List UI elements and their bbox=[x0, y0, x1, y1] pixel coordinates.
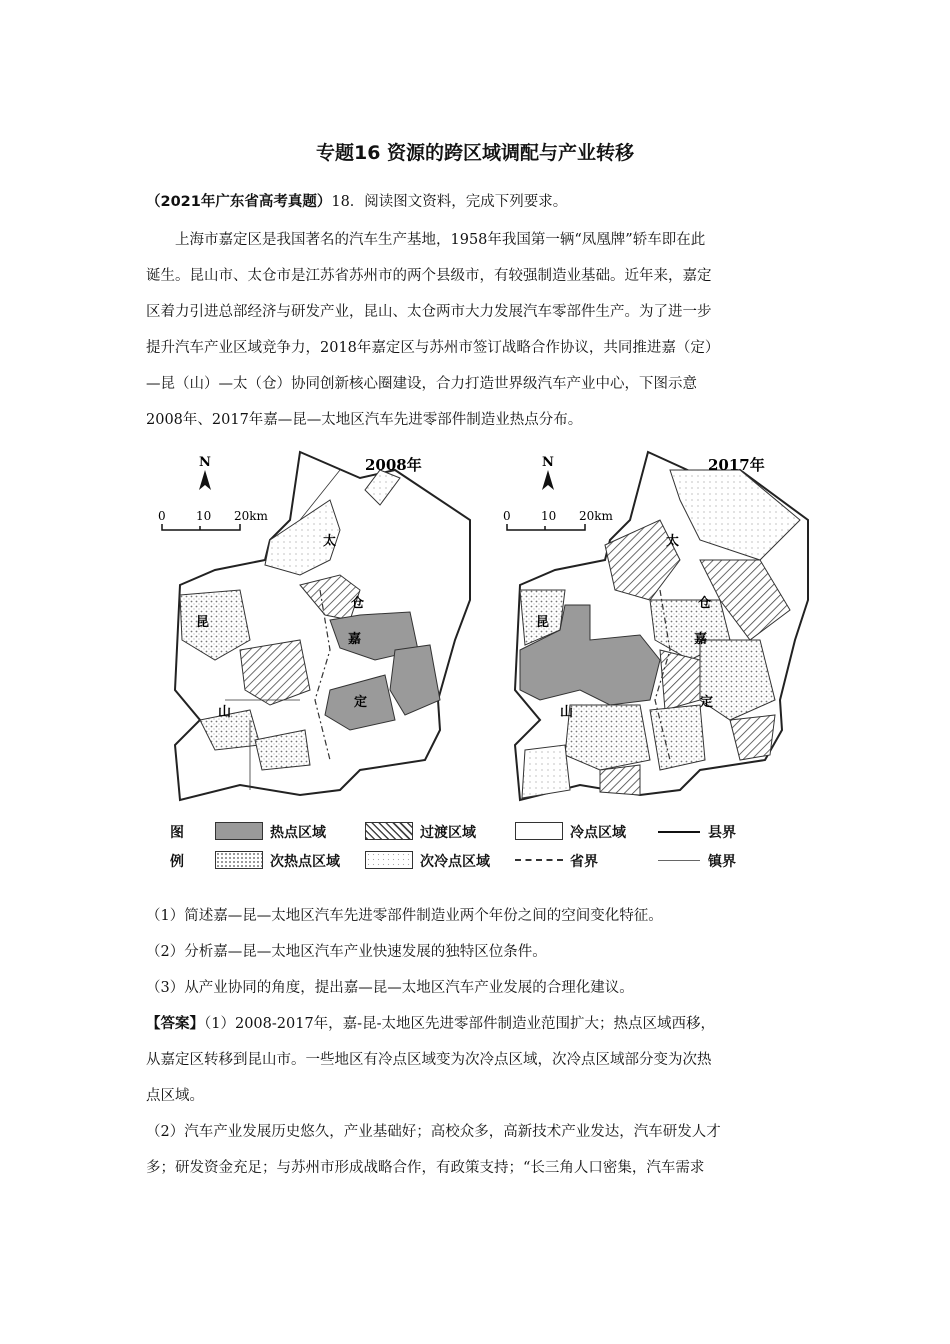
swatch-town-line bbox=[658, 860, 700, 861]
intro-line: 提升汽车产业区域竞争力，2018年嘉定区与苏州市签订战略合作协议，共同推进嘉（定） bbox=[146, 340, 720, 356]
answer-line: 从嘉定区转移到昆山市。一些地区有冷点区域变为次冷点区域，次冷点区域部分变为次热 bbox=[146, 1052, 712, 1068]
svg-text:0: 0 bbox=[158, 509, 166, 523]
map-year: 2008年 bbox=[365, 456, 422, 474]
intro-line: 上海市嘉定区是我国著名的汽车生产基地，1958年我国第一辆“凤凰牌”轿车即在此 bbox=[175, 232, 706, 248]
legend-county-line: 县界 bbox=[708, 825, 736, 841]
intro-line: 诞生。昆山市、太仓市是江苏省苏州市的两个县级市，有较强制造业基础。近年来，嘉定 bbox=[146, 268, 712, 284]
answer-line: （2）汽车产业发展历史悠久，产业基础好；高校众多，高新技术产业发达，汽车研发人才 bbox=[146, 1124, 721, 1140]
intro-line: 区着力引进总部经济与研发产业，昆山、太仓两市大力发展汽车零部件生产。为了进一步 bbox=[146, 304, 712, 320]
answer-line: 【答案】（1）2008-2017年，嘉-昆-太地区先进零部件制造业范围扩大；热点区域西移， bbox=[146, 1016, 715, 1032]
south-sub-hot bbox=[565, 705, 650, 770]
legend-sub-hot: 次热点区域 bbox=[270, 854, 340, 870]
swatch-hot bbox=[215, 822, 263, 840]
map-2017 bbox=[503, 452, 808, 800]
swatch-sub-cold bbox=[365, 851, 413, 869]
question-source: （2021年广东省高考真题） bbox=[146, 194, 332, 210]
label-shan: 山 bbox=[560, 705, 574, 720]
question-prompt: 18．阅读图文资料，完成下列要求。 bbox=[331, 194, 568, 210]
north-arrow-icon bbox=[199, 455, 211, 490]
intro-line: 2008年、2017年嘉—昆—太地区汽车先进零部件制造业热点分布。 bbox=[146, 412, 583, 428]
label-tai: 太 bbox=[323, 534, 337, 549]
jiading-transition bbox=[660, 650, 700, 710]
legend-title-top: 图 bbox=[170, 825, 184, 841]
label-kun: 昆 bbox=[536, 615, 550, 630]
label-shan: 山 bbox=[218, 705, 232, 720]
map-year: 2017年 bbox=[708, 456, 765, 474]
legend-transition: 过渡区域 bbox=[420, 825, 476, 841]
legend-sub-cold: 次冷点区域 bbox=[420, 854, 490, 870]
svg-text:0: 0 bbox=[503, 509, 511, 523]
sub-question: （1）简述嘉—昆—太地区汽车先进零部件制造业两个年份之间的空间变化特征。 bbox=[146, 908, 663, 924]
sub-question: （3）从产业协同的角度，提出嘉—昆—太地区汽车产业发展的合理化建议。 bbox=[146, 980, 634, 996]
swatch-transition bbox=[365, 822, 413, 840]
legend-town-line: 镇界 bbox=[708, 854, 736, 870]
map-2008 bbox=[158, 452, 470, 800]
sub-question: （2）分析嘉—昆—太地区汽车产业快速发展的独特区位条件。 bbox=[146, 944, 547, 960]
svg-text:20km: 20km bbox=[579, 509, 613, 523]
svg-text:10: 10 bbox=[541, 509, 557, 523]
southwest-sub-cold bbox=[522, 745, 570, 798]
label-ding: 定 bbox=[700, 695, 714, 710]
swatch-province-line bbox=[515, 859, 563, 861]
svg-text:N: N bbox=[199, 455, 211, 470]
label-jia: 嘉 bbox=[694, 632, 708, 647]
label-tai: 太 bbox=[666, 534, 680, 549]
label-ding: 定 bbox=[354, 695, 368, 710]
intro-line: —昆（山）—太（仓）协同创新核心圈建设，合力打造世界级汽车产业中心，下图示意 bbox=[146, 376, 697, 392]
label-kun: 昆 bbox=[196, 615, 210, 630]
label-cang: 仓 bbox=[698, 596, 712, 611]
swatch-county-line bbox=[658, 831, 700, 833]
swatch-sub-hot bbox=[215, 851, 263, 869]
page-title: 专题16 资源的跨区域调配与产业转移 bbox=[315, 142, 635, 164]
legend-title-bottom: 例 bbox=[170, 854, 184, 870]
answer-line: 点区域。 bbox=[146, 1088, 204, 1104]
north-arrow-icon bbox=[542, 455, 554, 490]
legend-cold: 冷点区域 bbox=[570, 825, 626, 841]
scale-bar bbox=[503, 509, 614, 530]
scale-bar bbox=[158, 509, 269, 530]
answer-line: 多；研发资金充足；与苏州市形成战略合作，有政策支持；“长三角人口密集，汽车需求 bbox=[146, 1160, 705, 1176]
answer-tag: 【答案】 bbox=[146, 1016, 204, 1032]
svg-text:20km: 20km bbox=[234, 509, 268, 523]
legend-hot: 热点区域 bbox=[270, 825, 326, 841]
svg-text:10: 10 bbox=[196, 509, 212, 523]
svg-text:N: N bbox=[542, 455, 554, 470]
sub-questions bbox=[146, 898, 806, 1006]
answer-block bbox=[146, 1006, 806, 1186]
label-jia: 嘉 bbox=[348, 632, 362, 647]
legend-province-line: 省界 bbox=[570, 854, 598, 870]
south-transition-2 bbox=[600, 765, 640, 795]
map-legend bbox=[170, 818, 790, 878]
swatch-cold bbox=[515, 822, 563, 840]
label-cang: 仓 bbox=[351, 596, 365, 611]
